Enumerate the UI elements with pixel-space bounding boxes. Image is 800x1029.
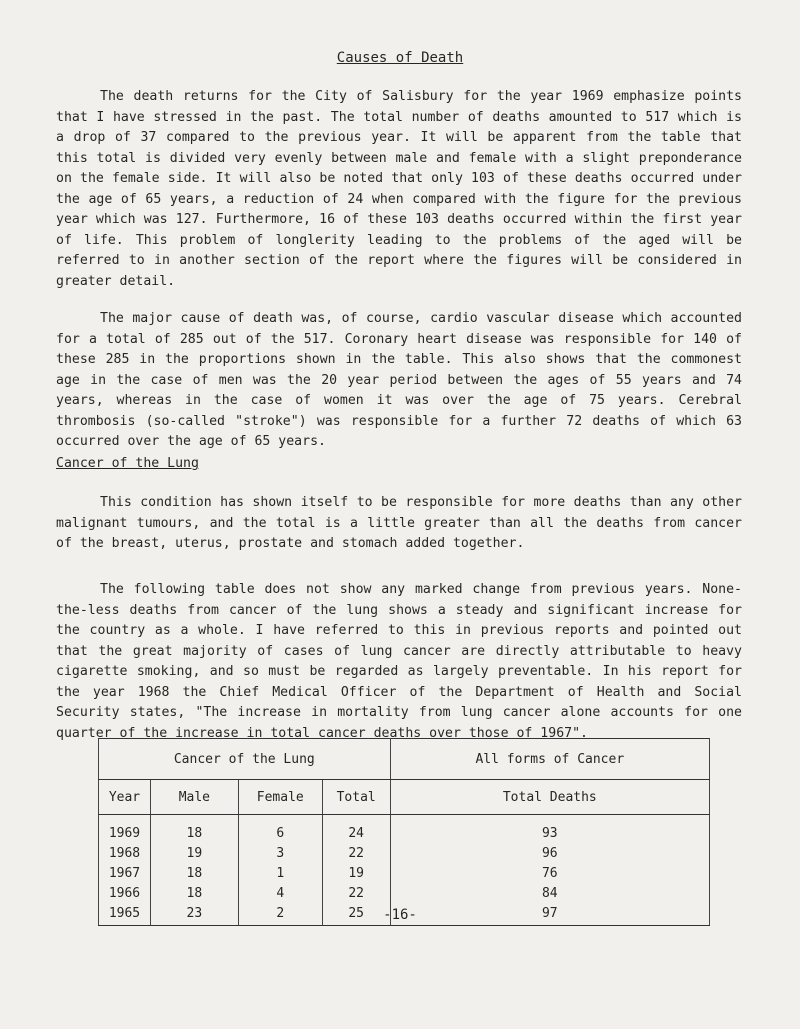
table-row — [99, 883, 710, 903]
section-heading-lung-cancer: Cancer of the Lung — [56, 456, 199, 471]
column-header-total-deaths: Total Deaths — [390, 780, 709, 815]
column-header-male: Male — [150, 780, 238, 815]
page-number: -16- — [383, 907, 417, 923]
cell-total: 22 — [322, 883, 390, 903]
cell-female: 6 — [238, 815, 322, 844]
table-row — [99, 815, 710, 844]
cell-female: 3 — [238, 843, 322, 863]
paragraph-death-returns: The death returns for the City of Salisbury for the year 1969 emphasize points that I have stressed in the past. The total number of deaths amounted to 517 which is a drop of 37 compared to the previous year. It will be apparent from the table that this total is divided very evenly between male and female with a slight preponderance on the female side. It will also be noted that only 103 of these deaths occurred under the age of 65 years, a reduction of 24 when compared with the figure for the previous year which was 127. Furthermore, 16 of these 103 deaths occurred within the first year of life. This problem of longlerity leading to the problems of the aged will be referred to in another section of the report where the figures will be considered in greater detail. — [56, 89, 742, 289]
paragraph-lung-condition: This condition has shown itself to be responsible for more deaths than any other malignant tumours, and the total is a little greater than all the deaths from cancer of the breast, uterus, prostate and stomach added together. — [56, 495, 742, 551]
cell-total: 19 — [322, 863, 390, 883]
cell-year: 1968 — [99, 843, 151, 863]
cell-total-deaths: 76 — [390, 863, 709, 883]
table-row — [99, 843, 710, 863]
group-header-lung: Cancer of the Lung — [99, 739, 391, 780]
cell-total-deaths: 93 — [390, 815, 709, 844]
column-header-female: Female — [238, 780, 322, 815]
group-header-all-cancer: All forms of Cancer — [390, 739, 709, 780]
cell-male: 18 — [150, 863, 238, 883]
table-row — [99, 863, 710, 883]
cell-total: 25 — [322, 903, 390, 926]
cell-female: 1 — [238, 863, 322, 883]
cell-male: 18 — [150, 815, 238, 844]
cell-total: 22 — [322, 843, 390, 863]
cell-male: 23 — [150, 903, 238, 926]
cell-female: 4 — [238, 883, 322, 903]
column-header-total: Total — [322, 780, 390, 815]
cell-total: 24 — [322, 815, 390, 844]
table-column-header-row — [99, 780, 710, 815]
cancer-deaths-table — [98, 738, 710, 926]
cell-male: 18 — [150, 883, 238, 903]
paragraph-major-cause: The major cause of death was, of course, cardio vascular disease which accounted for a total of 285 out of the 517. Coronary heart disease was responsible for 140 of these 285 in the proportions shown in the table. This also shows that the commonest age in the case of men was the 20 year period between the ages of 55 years and 74 years, whereas in the case of women it was over the age of 75 years. Cerebral thrombosis (so-called "stroke") was responsible for a further 72 deaths of which 63 occurred over the age of 65 years. — [56, 311, 742, 449]
table-group-header-row — [99, 739, 710, 780]
page-heading: Causes of Death — [336, 50, 464, 66]
column-header-year: Year — [99, 780, 151, 815]
cell-year: 1966 — [99, 883, 151, 903]
cell-male: 19 — [150, 843, 238, 863]
cell-total-deaths: 84 — [390, 883, 709, 903]
cell-total-deaths: 97 — [390, 903, 709, 926]
cell-total-deaths: 96 — [390, 843, 709, 863]
cell-year: 1967 — [99, 863, 151, 883]
cell-female: 2 — [238, 903, 322, 926]
cell-year: 1969 — [99, 815, 151, 844]
cell-year: 1965 — [99, 903, 151, 926]
paragraph-following-table: The following table does not show any marked change from previous years. None-the-less deaths from cancer of the lung shows a steady and significant increase for the country as a whole. I have referred to this in previous reports and pointed out that the great majority of cases of lung cancer are directly attributable to heavy cigarette smoking, and so must be regarded as largely preventable. In his report for the year 1968 the Chief Medical Officer of the Department of Health and Social Security states, "The increase in mortality from lung cancer alone accounts for one quarter of the increase in total cancer deaths over those of 1967". — [56, 582, 742, 741]
